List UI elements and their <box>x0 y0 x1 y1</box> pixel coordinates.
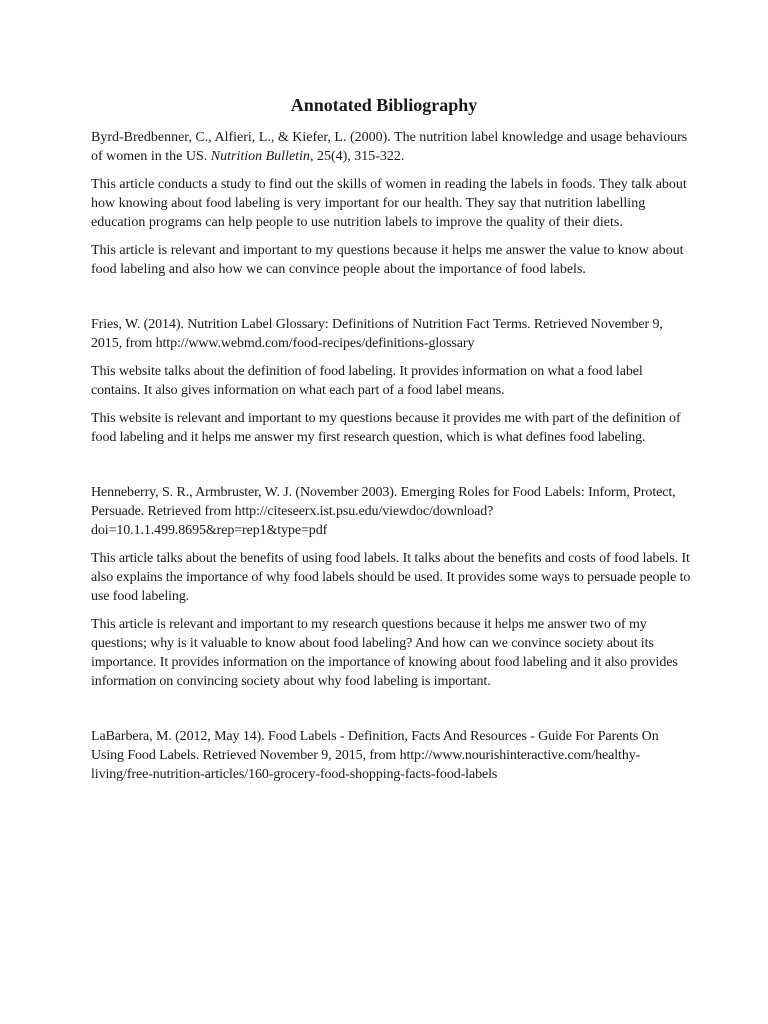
bibliography-entry <box>91 315 691 447</box>
entry-summary: This article conducts a study to find out the skills of women in reading the labels in foods. They talk about how knowing about food labeling is very important for our health. They say that nutrition labelling education programs can help people to use nutrition labels to improve the quality of their diets. <box>91 177 687 230</box>
entry-relevance: This article is relevant and important to my research questions because it helps me answer two of my questions; why is it valuable to know about food labeling? And how can we convince society about its importance. It provides information on the importance of knowing about food labeling and it also provides information on convincing society about why food labeling is important. <box>91 617 678 689</box>
bibliography-entries <box>91 128 691 793</box>
citation-authors-title: Byrd-Bredbenner, C., Alfieri, L., & Kiefer, L. (2000). The nutrition label knowledge and usage behaviours of women in the US. <box>91 130 688 164</box>
entry-separator <box>91 700 691 727</box>
bibliography-entry <box>91 128 691 279</box>
entry-separator <box>91 288 691 315</box>
citation-volume-pages: , 25(4), 315-322. <box>309 149 405 164</box>
entry-summary: This article talks about the benefits of using food labels. It talks about the benefits and costs of food labels. It also explains the importance of why food labels should be used. It provides some ways to persuade people to use food labeling. <box>91 551 691 604</box>
entry-citation <box>91 128 691 166</box>
entry-separator <box>91 456 691 483</box>
entry-citation: Henneberry, S. R., Armbruster, W. J. (November 2003). Emerging Roles for Food Labels: Inform, Protect, Persuade. Retrieved from http://citeseerx.ist.psu.edu/viewdoc/download?doi=10.1.1.499.8695&rep=rep1&type=pdf <box>91 485 676 538</box>
bibliography-entry <box>91 727 691 784</box>
document-title: Annotated Bibliography <box>290 95 478 115</box>
entry-relevance: This website is relevant and important to my questions because it provides me with part of the definition of food labeling and it helps me answer my first research question, which is what defines food labeling. <box>91 411 681 445</box>
entry-relevance: This article is relevant and important to my questions because it helps me answer the value to know about food labeling and also how we can convince people about the importance of food labels. <box>91 243 684 277</box>
entry-citation: Fries, W. (2014). Nutrition Label Glossary: Definitions of Nutrition Fact Terms. Retrieved November 9, 2015, from http://www.webmd.com/food-recipes/definitions-glossary <box>91 317 663 351</box>
citation-journal: Nutrition Bulletin <box>210 149 310 164</box>
bibliography-entry <box>91 483 691 691</box>
entry-citation: LaBarbera, M. (2012, May 14). Food Labels - Definition, Facts And Resources - Guide For Parents On Using Food Labels. Retrieved November 9, 2015, from http://www.nourishinteractive.com/healthy-living/free-nutrition-articles/160-grocery-food-shopping-facts-food-labels <box>91 729 659 782</box>
entry-summary: This website talks about the definition of food labeling. It provides information on what a food label contains. It also gives information on what each part of a food label means. <box>91 364 643 398</box>
